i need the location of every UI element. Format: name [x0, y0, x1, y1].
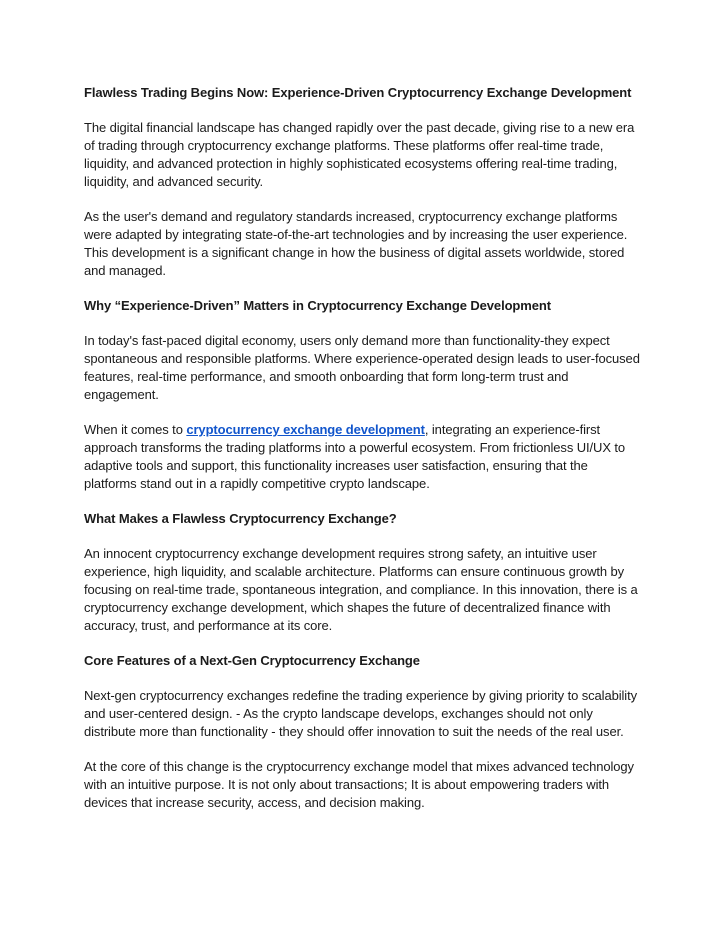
document-title: Flawless Trading Begins Now: Experience-Driven Cryptocurrency Exchange Development	[84, 85, 632, 100]
experience-paragraph-2-rest: , integrating an experience-first approach transforms the trading platforms into a powerful ecosystem. From frictionless UI/UX to adaptive tools and support, this functionality increases user satisfaction, ensuring that the platforms stand out in a rapidly competitive crypto landscape.	[84, 422, 626, 491]
document-page	[84, 84, 640, 829]
experience-paragraph-2-lead: When it comes to	[84, 422, 187, 437]
section-heading-core-features: Core Features of a Next-Gen Cryptocurrency Exchange	[84, 653, 420, 668]
section-heading-experience-driven: Why “Experience-Driven” Matters in Cryptocurrency Exchange Development	[84, 298, 551, 313]
intro-paragraph-1: The digital financial landscape has changed rapidly over the past decade, giving rise to a new era of trading through cryptocurrency exchange platforms. These platforms offer real-time trade, liquidity, and advanced protection in highly sophisticated ecosystems offering real-time trading, liquidity, and advanced security.	[84, 120, 635, 189]
section-heading-flawless-exchange: What Makes a Flawless Cryptocurrency Exchange?	[84, 511, 397, 526]
core-features-paragraph-2: At the core of this change is the cryptocurrency exchange model that mixes advanced technology with an intuitive purpose. It is not only about transactions; It is about empowering traders with devices that increase security, access, and decision making.	[84, 759, 634, 810]
intro-paragraph-2: As the user's demand and regulatory standards increased, cryptocurrency exchange platforms were adapted by integrating state-of-the-art technologies and by increasing the user experience. This development is a significant change in how the business of digital assets worldwide, stored and managed.	[84, 209, 628, 278]
cryptocurrency-exchange-development-link[interactable]: cryptocurrency exchange development	[186, 422, 425, 437]
flawless-exchange-paragraph: An innocent cryptocurrency exchange development requires strong safety, an intuitive user experience, high liquidity, and scalable architecture. Platforms can ensure continuous growth by focusing on real-time trade, spontaneous integration, and compliance. In this innovation, there is a cryptocurrency exchange development, which shapes the future of decentralized finance with accuracy, trust, and performance at its core.	[84, 546, 638, 633]
experience-paragraph-2	[84, 421, 640, 493]
experience-paragraph-1: In today's fast-paced digital economy, users only demand more than functionality-they expect spontaneous and responsible platforms. Where experience-operated design leads to user-focused features, real-time performance, and smooth onboarding that form long-term trust and engagement.	[84, 333, 640, 402]
core-features-paragraph-1: Next-gen cryptocurrency exchanges redefine the trading experience by giving priority to scalability and user-centered design. - As the crypto landscape develops, exchanges should not only distribute more than functionality - they should offer innovation to suit the needs of the real user.	[84, 688, 638, 739]
